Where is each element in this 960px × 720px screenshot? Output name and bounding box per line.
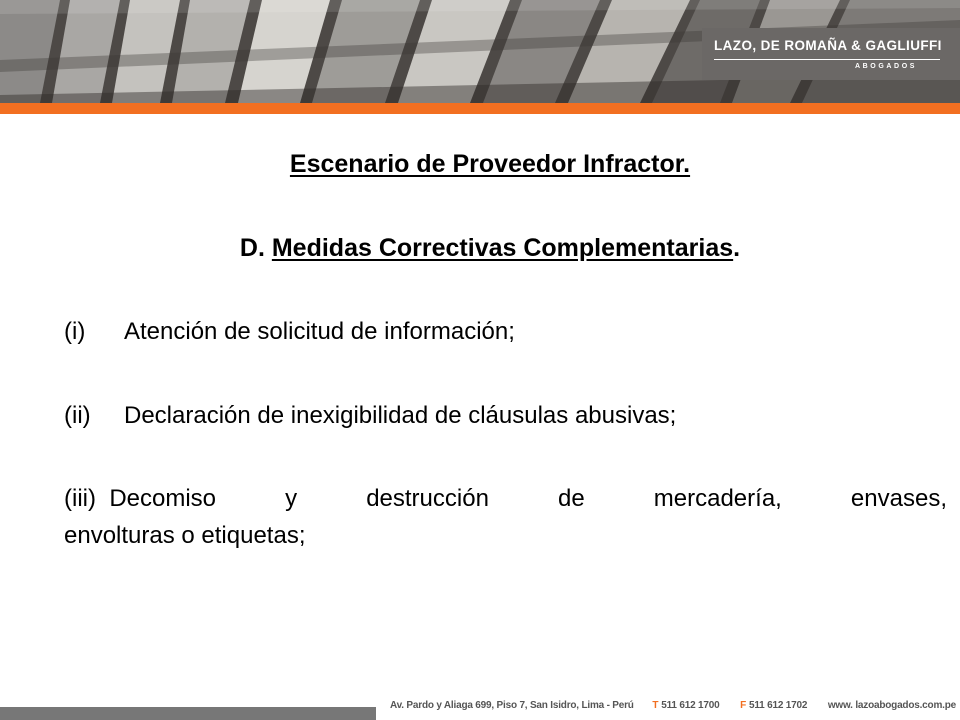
subtitle-underlined-text: Medidas Correctivas Complementarias: [271, 234, 734, 262]
list-item: [64, 397, 947, 434]
subtitle-suffix: .: [733, 234, 741, 262]
slide-title-text: Escenario de Proveedor Infractor.: [289, 150, 691, 178]
logo-divider: [714, 59, 940, 60]
list-item-word: envases,: [850, 485, 947, 512]
list-item-number: (iii): [64, 485, 96, 512]
footer-bar: [0, 707, 376, 720]
list-item-word: de: [558, 485, 585, 512]
firm-logo: [702, 28, 960, 80]
list-item-word: destrucción: [366, 485, 489, 512]
list-item-first-line: [64, 480, 947, 517]
footer-address: Av. Pardo y Aliaga 699, Piso 7, San Isidro, Lima - Perú: [390, 700, 634, 711]
list-item-word: Decomiso: [109, 485, 217, 512]
footer-phone: 511 612 1700: [661, 700, 720, 711]
fax-label: F: [740, 700, 746, 711]
slide-title: [0, 150, 960, 179]
slide-subtitle: [0, 234, 960, 263]
subtitle-prefix: D.: [239, 234, 272, 262]
footer-contact: [390, 700, 956, 711]
firm-name: LAZO, DE ROMAÑA & GAGLIUFFI: [714, 38, 942, 53]
list-item-text: Declaración de inexigibilidad de cláusulas abusivas;: [124, 402, 677, 429]
firm-subtitle: ABOGADOS: [855, 63, 918, 70]
list-item-number: (i): [64, 318, 86, 345]
phone-label: T: [652, 700, 659, 711]
list-item-continuation: envolturas o etiquetas;: [64, 522, 306, 549]
header-accent-rule: [0, 103, 960, 114]
header-banner: [0, 0, 960, 103]
list-item: [64, 480, 947, 554]
list-item: [64, 313, 947, 350]
list-item-number: (ii): [64, 402, 91, 429]
list-item-word: mercadería,: [653, 485, 782, 512]
list-item-text: Atención de solicitud de información;: [124, 318, 515, 345]
footer-website[interactable]: www. lazoabogados.com.pe: [827, 700, 956, 711]
list-item-start: [64, 480, 216, 517]
footer-fax: 511 612 1702: [748, 700, 808, 711]
list-item-word: y: [285, 485, 298, 512]
